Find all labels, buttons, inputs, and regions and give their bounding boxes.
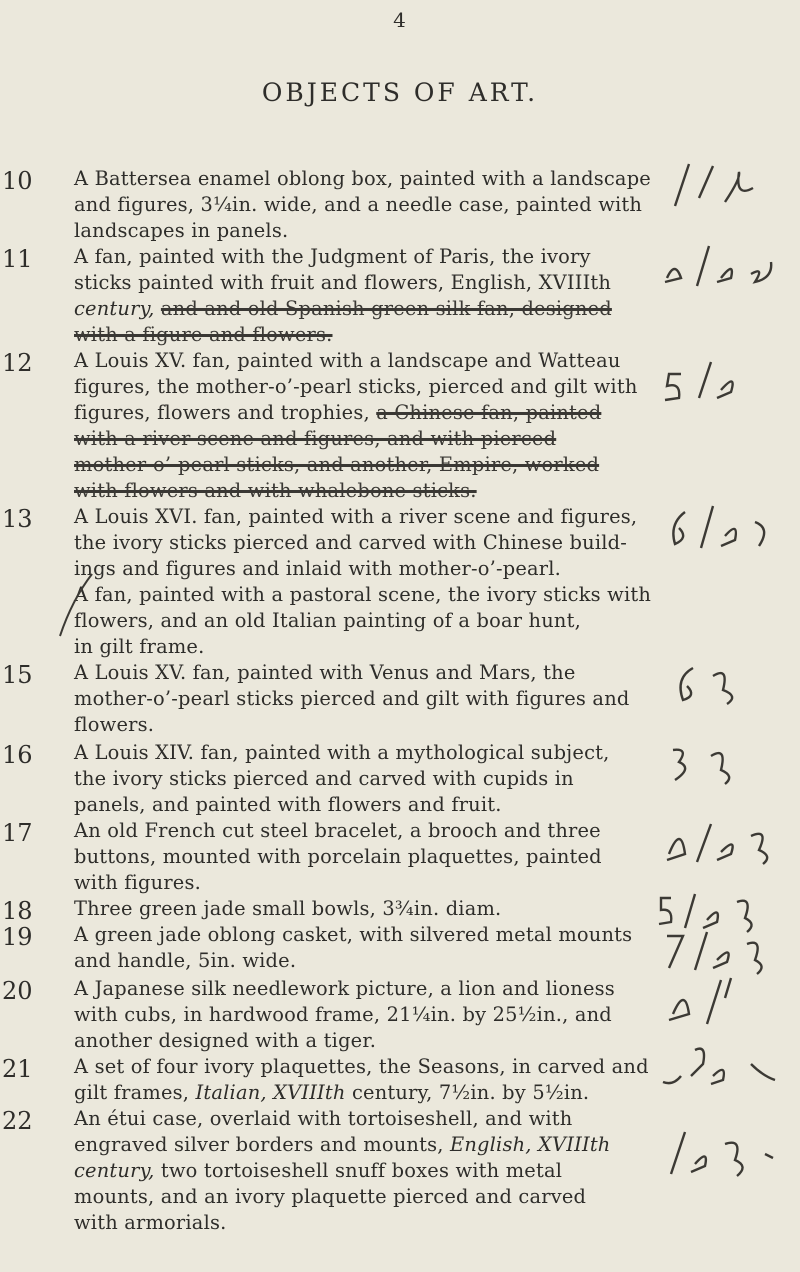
price-annotation: [655, 814, 795, 874]
lot-line: flowers.: [74, 713, 155, 736]
lot-line-struck: with a river scene and figures, and with pierced: [74, 427, 557, 450]
lot-line: mother-o’-pearl sticks pierced and gilt with figures and: [74, 687, 630, 710]
lot-number: 21: [2, 1055, 33, 1083]
price-annotation: [655, 498, 795, 558]
pencil-mark-icon: [655, 238, 795, 298]
lot-line: with figures.: [74, 871, 201, 894]
lot-line: landscapes in panels.: [74, 219, 289, 242]
price-annotation: [655, 656, 795, 716]
pencil-mark-icon: [655, 1124, 795, 1184]
pencil-mark-icon: [655, 974, 795, 1034]
lot-description: [74, 1054, 654, 1106]
lot-line: flowers, and an old Italian painting of a boar hunt,: [74, 609, 581, 632]
lot-description: [74, 504, 654, 582]
lot-number: 20: [2, 977, 33, 1005]
lot-line: the ivory sticks pierced and carved with Chinese build-: [74, 531, 627, 554]
lot-description: [74, 582, 654, 660]
lot-line: panels, and painted with flowers and fruit.: [74, 793, 502, 816]
lot-description: [74, 922, 654, 974]
lot-number: 16: [2, 741, 33, 769]
lot-description: [74, 818, 654, 896]
pencil-mark-icon: [655, 352, 795, 412]
pencil-mark-icon: [655, 158, 795, 218]
page-heading: OBJECTS OF ART.: [261, 78, 539, 107]
lot-line: century, and and old Spanish green silk fan, designed: [74, 297, 612, 320]
lot-number: 13: [2, 505, 33, 533]
price-annotation: [655, 1124, 795, 1184]
lot-line: Three green jade small bowls, 3¾in. diam.: [74, 897, 502, 920]
margin-pencil-mark-icon: [56, 570, 96, 640]
lot-number: 18: [2, 897, 33, 925]
lot-line: and figures, 3¼in. wide, and a needle case, painted with: [74, 193, 643, 216]
lot-description: [74, 1106, 654, 1236]
lot-line: A Louis XVI. fan, painted with a river scene and figures,: [74, 505, 638, 528]
lot-line: A fan, painted with the Judgment of Paris, the ivory: [74, 245, 591, 268]
lot-line: in gilt frame.: [74, 635, 205, 658]
lot-line: figures, the mother-o’-pearl sticks, pierced and gilt with: [74, 375, 638, 398]
price-annotation: [655, 974, 795, 1034]
lot-line: A Japanese silk needlework picture, a lion and lioness: [74, 977, 615, 1000]
page-number: 4: [393, 8, 407, 32]
lot-description: [74, 896, 654, 922]
pencil-mark-icon: [655, 922, 795, 982]
lot-line: A Battersea enamel oblong box, painted with a landscape: [74, 167, 651, 190]
struck-text: and and old Spanish green silk fan, designed: [160, 297, 612, 320]
lot-line: engraved silver borders and mounts, English, XVIIIth: [74, 1133, 611, 1156]
lot-line: buttons, mounted with porcelain plaquettes, painted: [74, 845, 602, 868]
lot-description: [74, 244, 654, 348]
lot-description: [74, 166, 654, 244]
lot-line: A green jade oblong casket, with silvered metal mounts: [74, 923, 633, 946]
lot-line: the ivory sticks pierced and carved with cupids in: [74, 767, 574, 790]
lot-line: century, two tortoiseshell snuff boxes with metal: [74, 1159, 563, 1182]
lot-line: with cubs, in hardwood frame, 21¼in. by 25½in., and: [74, 1003, 612, 1026]
pencil-mark-icon: [655, 814, 795, 874]
lot-line: sticks painted with fruit and flowers, English, XVIIIth: [74, 271, 612, 294]
lot-line: gilt frames, Italian, XVIIIth century, 7½in. by 5½in.: [74, 1081, 590, 1104]
lot-line: A Louis XIV. fan, painted with a mythological subject,: [74, 741, 610, 764]
price-annotation: [655, 158, 795, 218]
lot-number: 10: [2, 167, 33, 195]
price-annotation: [655, 736, 795, 796]
lot-line-struck: mother-o’-pearl sticks, and another, Empire, worked: [74, 453, 600, 476]
lot-description: [74, 348, 654, 504]
lot-description: [74, 976, 654, 1054]
lot-line: with armorials.: [74, 1211, 227, 1234]
pencil-mark-icon: [655, 498, 795, 558]
price-annotation: [655, 1036, 795, 1096]
lot-line: A Louis XV. fan, painted with Venus and Mars, the: [74, 661, 576, 684]
lot-description: [74, 740, 654, 818]
lot-line: mounts, and an ivory plaquette pierced and carved: [74, 1185, 587, 1208]
lot-number: 19: [2, 923, 33, 951]
price-annotation: [655, 352, 795, 412]
lot-number: 15: [2, 661, 33, 689]
lot-line-struck: with flowers and with whalebone sticks.: [74, 479, 477, 502]
lot-line: A fan, painted with a pastoral scene, the ivory sticks with: [74, 583, 652, 606]
lot-line: and handle, 5in. wide.: [74, 949, 297, 972]
lot-number: 11: [2, 245, 33, 273]
lot-line: A set of four ivory plaquettes, the Seasons, in carved and: [74, 1055, 649, 1078]
struck-text: a Chinese fan, painted: [376, 401, 602, 424]
lot-number: 22: [2, 1107, 33, 1135]
lot-line: An étui case, overlaid with tortoiseshell, and with: [74, 1107, 573, 1130]
lot-description: [74, 660, 654, 738]
pencil-mark-icon: [655, 736, 795, 796]
lot-number: 17: [2, 819, 33, 847]
lot-line: ings and figures and inlaid with mother-o’-pearl.: [74, 557, 561, 580]
lot-line: figures, flowers and trophies, a Chinese fan, painted: [74, 401, 602, 424]
price-annotation: [655, 922, 795, 982]
lot-line: another designed with a tiger.: [74, 1029, 377, 1052]
lot-number: 12: [2, 349, 33, 377]
lot-line: An old French cut steel bracelet, a brooch and three: [74, 819, 601, 842]
lot-line: A Louis XV. fan, painted with a landscape and Watteau: [74, 349, 621, 372]
lot-line-struck: with a figure and flowers.: [74, 323, 333, 346]
price-annotation: [655, 238, 795, 298]
pencil-mark-icon: [655, 656, 795, 716]
pencil-mark-icon: [655, 1036, 795, 1096]
